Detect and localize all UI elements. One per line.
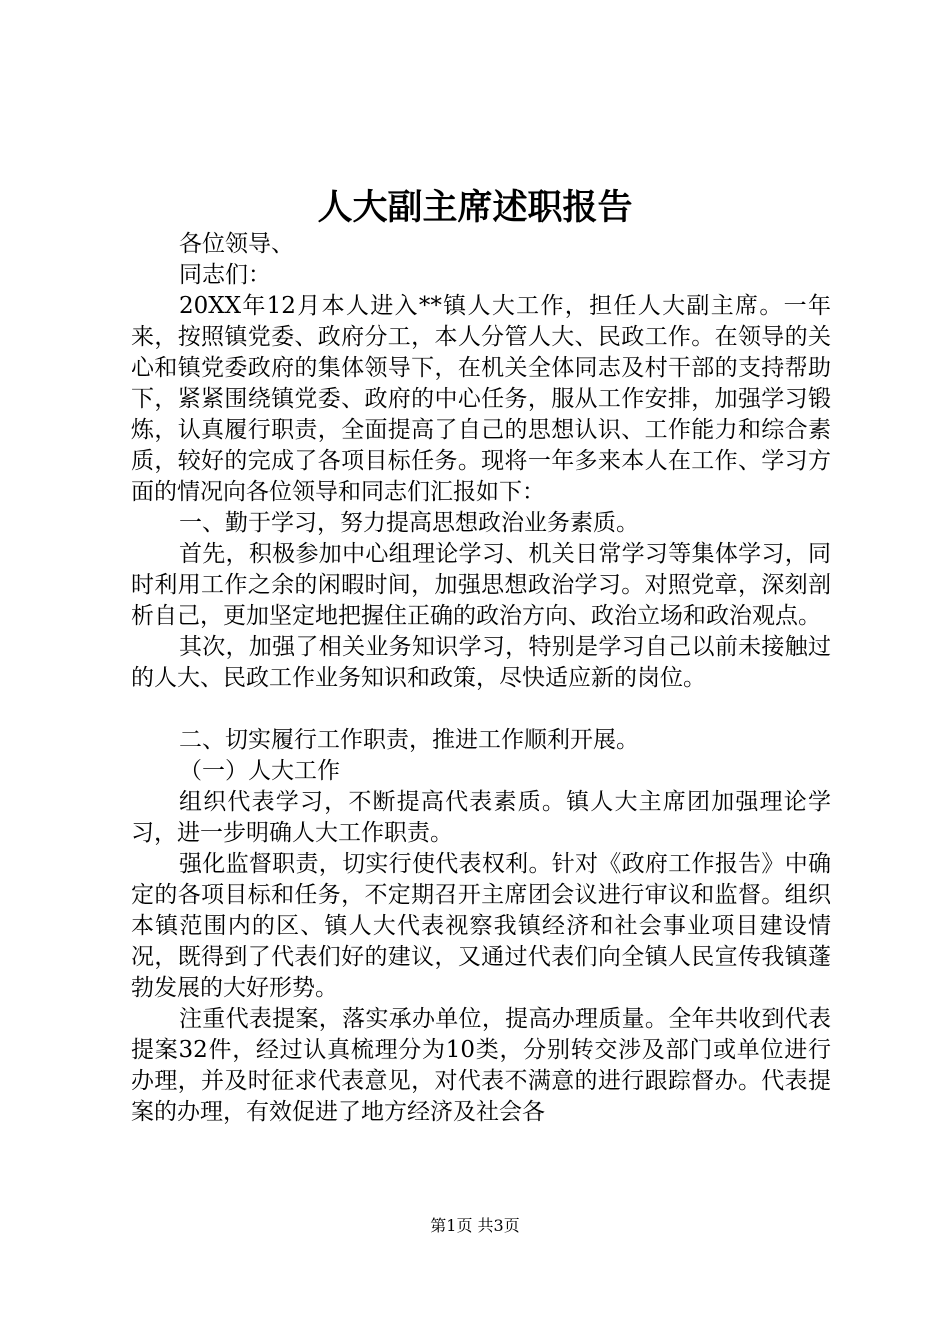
page-title: 人大副主席述职报告 bbox=[317, 187, 633, 228]
salutation-line-2: 同志们： bbox=[179, 262, 271, 288]
section-heading-2: 二、切实履行工作职责，推进工作顺利开展。 bbox=[179, 727, 639, 753]
work-paragraph-2: 强化监督职责，切实行使代表权利。针对《政府工作报告》中确定的各项目标和任务，不定期召开主席团会议进行审议和监督。组织本镇范围内的区、镇人大代表视察我镇经济和社会事业项目建设情况，既得到了代表们好的建议，又通过代表们向全镇人民宣传我镇蓬勃发展的大好形势。 bbox=[131, 851, 831, 1001]
section-heading-1: 一、勤于学习，努力提高思想政治业务素质。 bbox=[179, 510, 639, 536]
study-paragraph-2: 其次，加强了相关业务知识学习，特别是学习自己以前未接触过的人大、民政工作业务知识和政策，尽快适应新的岗位。 bbox=[131, 634, 831, 691]
work-paragraph-3: 注重代表提案，落实承办单位，提高办理质量。全年共收到代表提案32件，经过认真梳理分为10类，分别转交涉及部门或单位进行办理，并及时征求代表意见，对代表不满意的进行跟踪督办。代表提案的办理，有效促进了地方经济及社会各 bbox=[131, 1006, 831, 1125]
study-paragraph-1: 首先，积极参加中心组理论学习、机关日常学习等集体学习，同时利用工作之余的闲暇时间，加强思想政治学习。对照党章，深刻剖析自己，更加坚定地把握住正确的政治方向、政治立场和政治观点。 bbox=[131, 541, 831, 629]
subsection-heading-1: （一）人大工作 bbox=[179, 758, 340, 784]
work-paragraph-1: 组织代表学习，不断提高代表素质。镇人大主席团加强理论学习，进一步明确人大工作职责。 bbox=[131, 789, 831, 846]
intro-paragraph: 20XX年12月本人进入**镇人大工作，担任人大副主席。一年来，按照镇党委、政府分工，本人分管人大、民政工作。在领导的关心和镇党委政府的集体领导下，在机关全体同志及村干部的支持帮助下，紧紧围绕镇党委、政府的中心任务，服从工作安排，加强学习锻炼，认真履行职责，全面提高了自己的思想认识、工作能力和综合素质，较好的完成了各项目标任务。现将一年多来本人在工作、学习方面的情况向各位领导和同志们汇报如下： bbox=[131, 293, 831, 505]
page-footer: 第1页 共3页 bbox=[430, 1216, 520, 1235]
document-body bbox=[131, 229, 831, 1128]
salutation-line-1: 各位领导、 bbox=[179, 231, 294, 257]
paragraph-gap bbox=[131, 694, 831, 725]
